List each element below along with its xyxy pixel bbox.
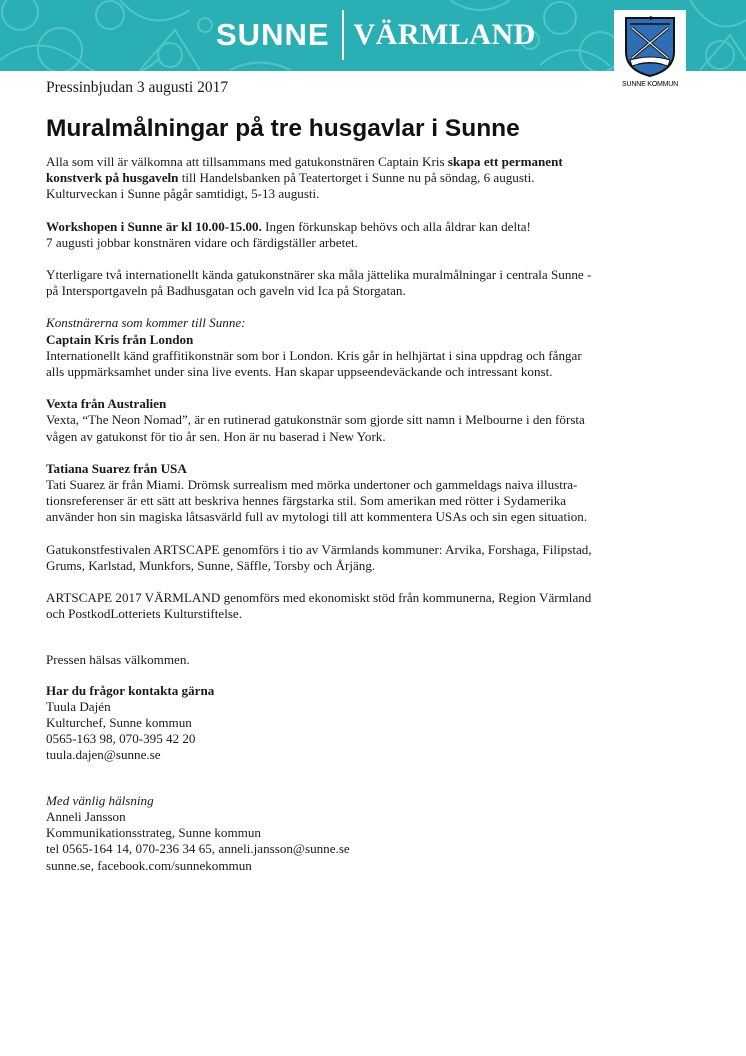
artist-block <box>46 332 626 381</box>
intro-text-post: till Handelsbanken på Teatertorget i Sunne nu på söndag, 6 augusti. <box>178 170 535 186</box>
contact-email[interactable]: tuula.dajen@sunne.se <box>46 747 161 763</box>
funding-paragraph <box>46 590 626 622</box>
signoff-role: Kommunikationsstrateg, Sunne kommun <box>46 825 261 841</box>
artist-desc-line: Vexta, “The Neon Nomad”, är en rutinerad gatukonstnär som gjorde sitt namn i Melbourne i den första <box>46 412 585 428</box>
signoff-block <box>46 793 626 874</box>
workshop-paragraph <box>46 219 626 251</box>
more-artists-paragraph <box>46 267 626 299</box>
funding-line-2: och PostkodLotteriets Kulturstiftelse. <box>46 606 243 622</box>
artist-desc-line: alls uppmärksamhet under sina live events. Han skapar uppseendeväckande och intressant konst. <box>46 364 553 380</box>
signoff-name: Anneli Jansson <box>46 808 126 824</box>
brand-varmland: VÄRMLAND <box>353 18 536 51</box>
artist-desc-line: Internationellt känd graffitikonstnär som bor i London. Kris går in helhjärtat i sina uppdrag och fångar <box>46 347 582 363</box>
festival-line-1: Gatukonstfestivalen ARTSCAPE genomförs i tio av Värmlands kommuner: Arvika, Forshaga, Filipstad, <box>46 541 592 557</box>
artist-name: Tatiana Suarez från USA <box>46 460 187 476</box>
brand-sunne: SUNNE <box>216 17 330 52</box>
contact-name: Tuula Dajén <box>46 698 111 714</box>
dateline: Pressinbjudan 3 augusti 2017 <box>46 79 229 96</box>
signoff-web[interactable]: sunne.se, facebook.com/sunnekommun <box>46 857 252 873</box>
workshop-text: Ingen förkunskap behövs och alla åldrar kan delta! <box>261 218 531 234</box>
artist-desc-line: tionsreferenser är ett sätt att beskriva hennes färgstarka stil. Som amerikan med rötter i Sydamerika <box>46 493 567 509</box>
workshop-line-2: 7 augusti jobbar konstnären vidare och färdigställer arbetet. <box>46 234 358 250</box>
contact-role: Kulturchef, Sunne kommun <box>46 715 192 731</box>
brand-wordmark <box>216 12 536 58</box>
artist-desc-line: använder hon sin magiska låtsasvärld full av mytologi till att kommentera USAs och sin egen situation. <box>46 509 588 525</box>
signoff-phone[interactable]: tel 0565-164 14, 070-236 34 65, anneli.jansson@sunne.se <box>46 841 350 857</box>
festival-line-2: Grums, Karlstad, Munkfors, Sunne, Säffle, Torsby och Årjäng. <box>46 557 376 573</box>
press-release-body <box>46 78 626 874</box>
artists-heading: Konstnärerna som kommer till Sunne: <box>46 315 246 331</box>
intro-text-pre: Alla som vill är välkomna att tillsammans med gatukonstnären Captain Kris <box>46 154 448 169</box>
contact-block <box>46 683 626 764</box>
contact-heading: Har du frågor kontakta gärna <box>46 682 215 698</box>
intro-bold-2: konstverk på husgaveln <box>46 170 179 186</box>
coat-of-arms-icon <box>624 14 676 78</box>
brand-divider <box>342 10 344 60</box>
welcome-text: Pressen hälsas välkommen. <box>46 652 190 668</box>
contact-phone: 0565-163 98, 070-395 42 20 <box>46 731 196 747</box>
artist-block <box>46 396 626 445</box>
artist-name: Captain Kris från London <box>46 331 194 347</box>
artist-desc-line: Tati Suarez är från Miami. Drömsk surrealism med mörka undertoner och gammeldags naiva illustra- <box>46 477 578 493</box>
artist-desc-line: vågen av gatukonst för tio år sen. Hon är nu baserad i New York. <box>46 428 386 444</box>
intro-paragraph <box>46 154 626 203</box>
page-title: Muralmålningar på tre husgavlar i Sunne <box>46 115 520 142</box>
artist-block <box>46 461 626 526</box>
workshop-time: Workshopen i Sunne är kl 10.00-15.00. <box>46 218 262 234</box>
signoff-greeting: Med vänlig hälsning <box>46 792 154 808</box>
funding-line-1: ARTSCAPE 2017 VÄRMLAND genomförs med ekonomiskt stöd från kommunerna, Region Värmland <box>46 590 592 606</box>
festival-paragraph <box>46 542 626 574</box>
intro-bold-1: skapa ett permanent <box>447 154 563 169</box>
more-artists-line-2: på Intersportgaveln på Badhusgatan och gaveln vid Ica på Storgatan. <box>46 283 406 299</box>
crest-caption: SUNNE KOMMUN <box>622 81 678 88</box>
more-artists-line-1: Ytterligare två internationellt kända gatukonstnärer ska måla jättelika muralmålningar i centrala Sunne - <box>46 267 592 283</box>
artist-name: Vexta från Australien <box>46 396 167 412</box>
intro-line-3: Kulturveckan i Sunne pågår samtidigt, 5-13 augusti. <box>46 186 320 202</box>
